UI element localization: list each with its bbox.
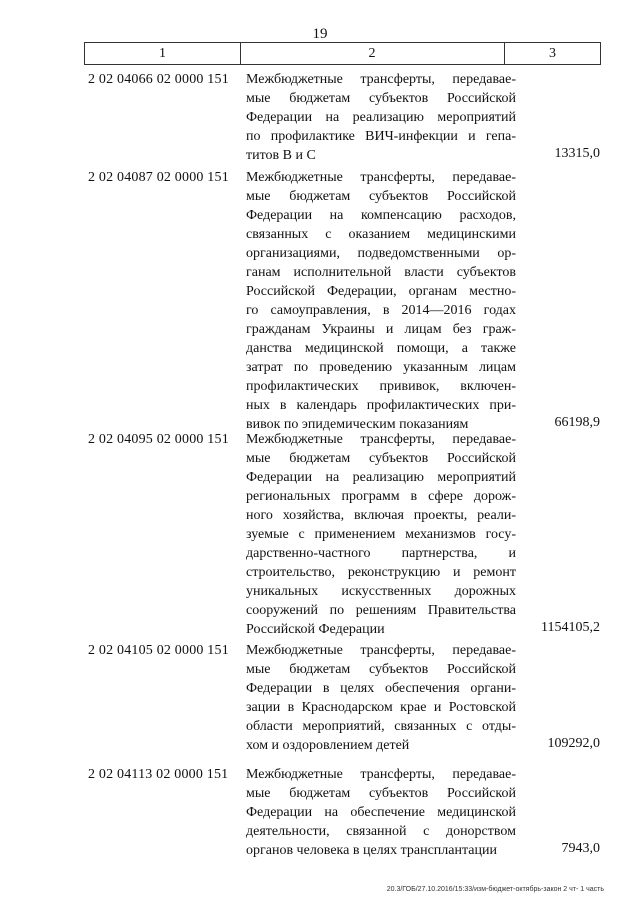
description-line: связанных с оказанием медицинскими (246, 227, 516, 242)
description-line: титов В и С (246, 148, 316, 163)
description-line: Межбюджетные трансферты, передавае- (246, 643, 516, 658)
description-line: данства медицинской помощи, а также (246, 341, 516, 356)
description-line: области мероприятий, связанных с отды- (246, 719, 516, 734)
description-line: мые бюджетам субъектов Российской (246, 189, 516, 204)
description-line: Межбюджетные трансферты, передавае- (246, 432, 516, 447)
budget-code: 2 02 04087 02 0000 151 (88, 170, 229, 185)
table-header (84, 42, 601, 65)
budget-code: 2 02 04066 02 0000 151 (88, 72, 229, 87)
entry-amount: 109292,0 (547, 736, 600, 751)
description-line: ных в календарь профилактических при- (246, 398, 516, 413)
description-line: гражданам Украины и лицам без граж- (246, 322, 516, 337)
description-line: мые бюджетам субъектов Российской (246, 451, 516, 466)
entry-description (246, 430, 516, 639)
description-line: Федерации на обеспечение медицинской (246, 805, 516, 820)
description-line: Межбюджетные трансферты, передавае- (246, 170, 516, 185)
entry-description (246, 70, 516, 165)
entry-amount: 66198,9 (554, 415, 600, 430)
entry-amount: 7943,0 (561, 841, 600, 856)
entry-description (246, 641, 516, 755)
entry-description (246, 765, 516, 860)
description-line: дарственно-частного партнерства, и (246, 546, 516, 561)
description-line: организациями, подведомственными ор- (246, 246, 516, 261)
description-line: Федерации на компенсацию расходов, (246, 208, 516, 223)
description-line: профилактических прививок, включен- (246, 379, 516, 394)
description-line: хом и оздоровлением детей (246, 738, 410, 753)
description-line: Федерации в целях обеспечения органи- (246, 681, 516, 696)
budget-code: 2 02 04113 02 0000 151 (88, 767, 229, 782)
budget-code: 2 02 04105 02 0000 151 (88, 643, 229, 658)
budget-code: 2 02 04095 02 0000 151 (88, 432, 229, 447)
description-line: зуемые с применением механизмов госу- (246, 527, 516, 542)
description-line: зации в Краснодарском крае и Ростовской (246, 700, 516, 715)
entry-amount: 1154105,2 (541, 620, 600, 635)
description-line: затрат по проведению указанным лицам (246, 360, 516, 375)
description-line: Российской Федерации (246, 622, 385, 637)
description-line: деятельности, связанной с донорством (246, 824, 516, 839)
description-line: Федерации на реализацию мероприятий (246, 470, 516, 485)
description-line: сооружений по решениям Правительства (246, 603, 516, 618)
description-line: Межбюджетные трансферты, передавае- (246, 72, 516, 87)
description-line: вивок по эпидемическим показаниям (246, 417, 469, 432)
description-line: мые бюджетам субъектов Российской (246, 91, 516, 106)
description-line: органов человека в целях трансплантации (246, 843, 497, 858)
description-line: по профилактике ВИЧ-инфекции и гепа- (246, 129, 516, 144)
description-line: ганам исполнительной власти субъектов (246, 265, 516, 280)
description-line: уникальных искусственных дорожных (246, 584, 516, 599)
header-col-2: 2 (240, 43, 505, 64)
description-line: Федерации на реализацию мероприятий (246, 110, 516, 125)
footer-stamp: 20.3/ГОБ/27.10.2016/15:33/изм-бюджет-октябрь-закон 2 чт- 1 часть (386, 886, 604, 893)
page-number: 19 (312, 26, 328, 42)
header-col-3: 3 (549, 46, 556, 61)
description-line: мые бюджетам субъектов Российской (246, 786, 516, 801)
description-line: мые бюджетам субъектов Российской (246, 662, 516, 677)
description-line: Межбюджетные трансферты, передавае- (246, 767, 516, 782)
description-line: Российской Федерации, органам местно- (246, 284, 516, 299)
description-line: региональных программ в сфере дорож- (246, 489, 516, 504)
description-line: строительство, реконструкцию и ремонт (246, 565, 516, 580)
description-line: ного хозяйства, включая проекты, реали- (246, 508, 516, 523)
header-col-1: 1 (85, 43, 241, 64)
description-line: го самоуправления, в 2014—2016 годах (246, 303, 516, 318)
entry-description (246, 168, 516, 434)
entry-amount: 13315,0 (554, 146, 600, 161)
